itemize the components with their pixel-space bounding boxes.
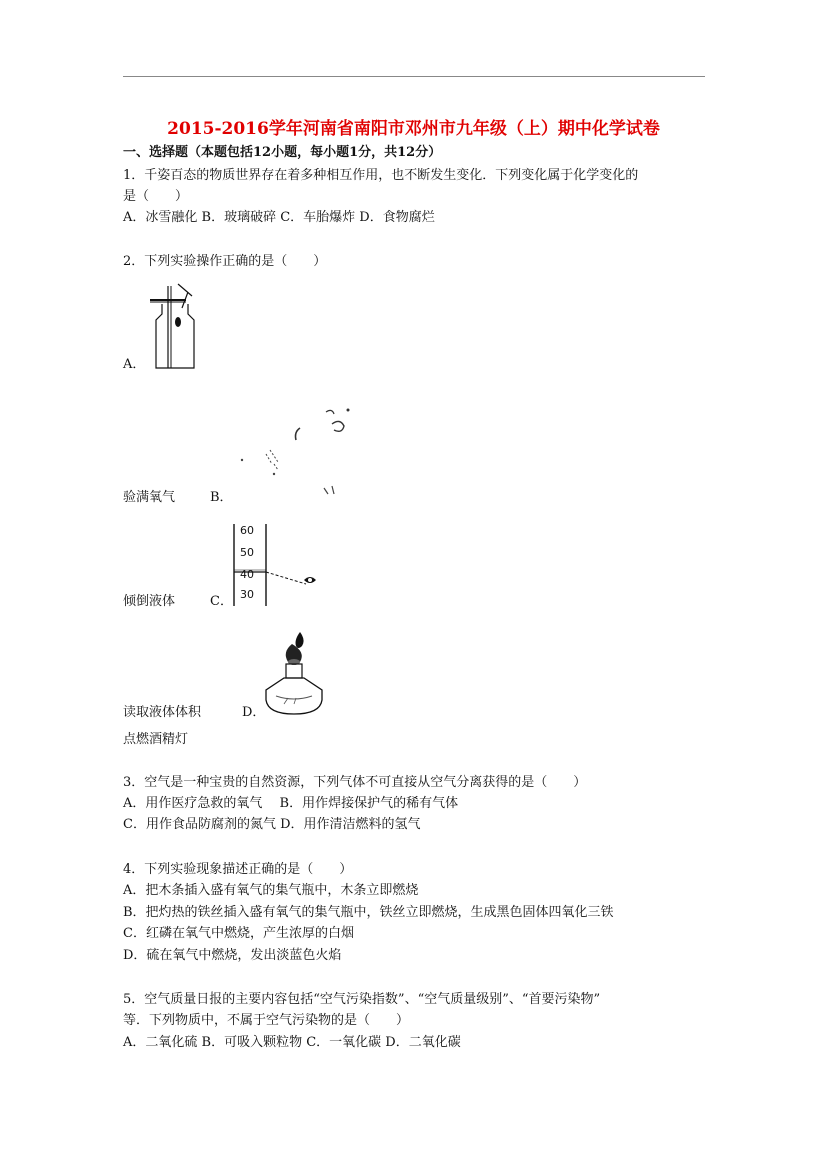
q1-stem-line1: 1．千姿百态的物质世界存在着多种相互作用，也不断发生变化．下列变化属于化学变化的 [123, 168, 639, 183]
figure-a-bottle-with-stick [148, 282, 200, 370]
q4-option-d: D．硫在氧气中燃烧，发出淡蓝色火焰 [123, 948, 342, 963]
cylinder-tick-50: 50 [240, 546, 254, 559]
q2-option-d-caption: 点燃酒精灯 [123, 732, 189, 747]
q4-option-c: C．红磷在氧气中燃烧，产生浓厚的白烟 [123, 926, 354, 941]
q3-options-line2: C．用作食品防腐剂的氮气 D．用作清洁燃料的氢气 [123, 817, 421, 832]
cylinder-tick-40: 40 [240, 568, 254, 581]
cylinder-tick-30: 30 [240, 588, 254, 601]
q4-option-b: B．把灼热的铁丝插入盛有氧气的集气瓶中，铁丝立即燃烧，生成黑色固体四氧化三铁 [123, 905, 614, 920]
figure-b-pouring-liquid [238, 404, 358, 500]
q2-option-d-letter: D． [242, 705, 266, 720]
q5-stem-line2: 等．下列物质中，不属于空气污染物的是（ ） [123, 1013, 410, 1028]
q3-options-line1: A．用作医疗急救的氧气 B．用作焊接保护气的稀有气体 [123, 796, 459, 811]
q4-option-a: A．把木条插入盛有氧气的集气瓶中，木条立即燃烧 [123, 883, 419, 898]
q1-stem-line2: 是（ ） [123, 189, 189, 204]
q5-stem-line1: 5．空气质量日报的主要内容包括“空气污染指数”、“空气质量级别”、“首要污染物” [123, 992, 601, 1007]
cylinder-tick-60: 60 [240, 524, 254, 537]
q3-stem: 3．空气是一种宝贵的自然资源，下列气体不可直接从空气分离获得的是（ ） [123, 775, 587, 790]
q2-option-a-caption: 验满氧气 [123, 490, 176, 505]
q2-option-b-letter: B． [210, 490, 233, 505]
page-title: 2015-2016学年河南省南阳市邓州市九年级（上）期中化学试卷 [167, 119, 660, 139]
q2-option-b-caption: 倾倒液体 [123, 594, 176, 609]
q2-option-a-letter: A． [123, 357, 146, 372]
q2-stem: 2．下列实验操作正确的是（ ） [123, 254, 327, 269]
figure-d-alcohol-lamp [262, 628, 328, 720]
header-rule [123, 76, 705, 77]
q1-options: A．冰雪融化 B．玻璃破碎 C．车胎爆炸 D．食物腐烂 [123, 210, 435, 225]
q2-option-c-caption: 读取液体体积 [123, 705, 202, 720]
section-heading: 一、选择题（本题包括12小题，每小题1分，共12分） [123, 145, 442, 160]
q4-stem: 4．下列实验现象描述正确的是（ ） [123, 862, 353, 877]
q2-option-c-letter: C． [210, 594, 233, 609]
figure-c-graduated-cylinder [226, 524, 326, 608]
q5-options: A．二氧化硫 B．可吸入颗粒物 C．一氧化碳 D．二氧化碳 [123, 1035, 461, 1050]
